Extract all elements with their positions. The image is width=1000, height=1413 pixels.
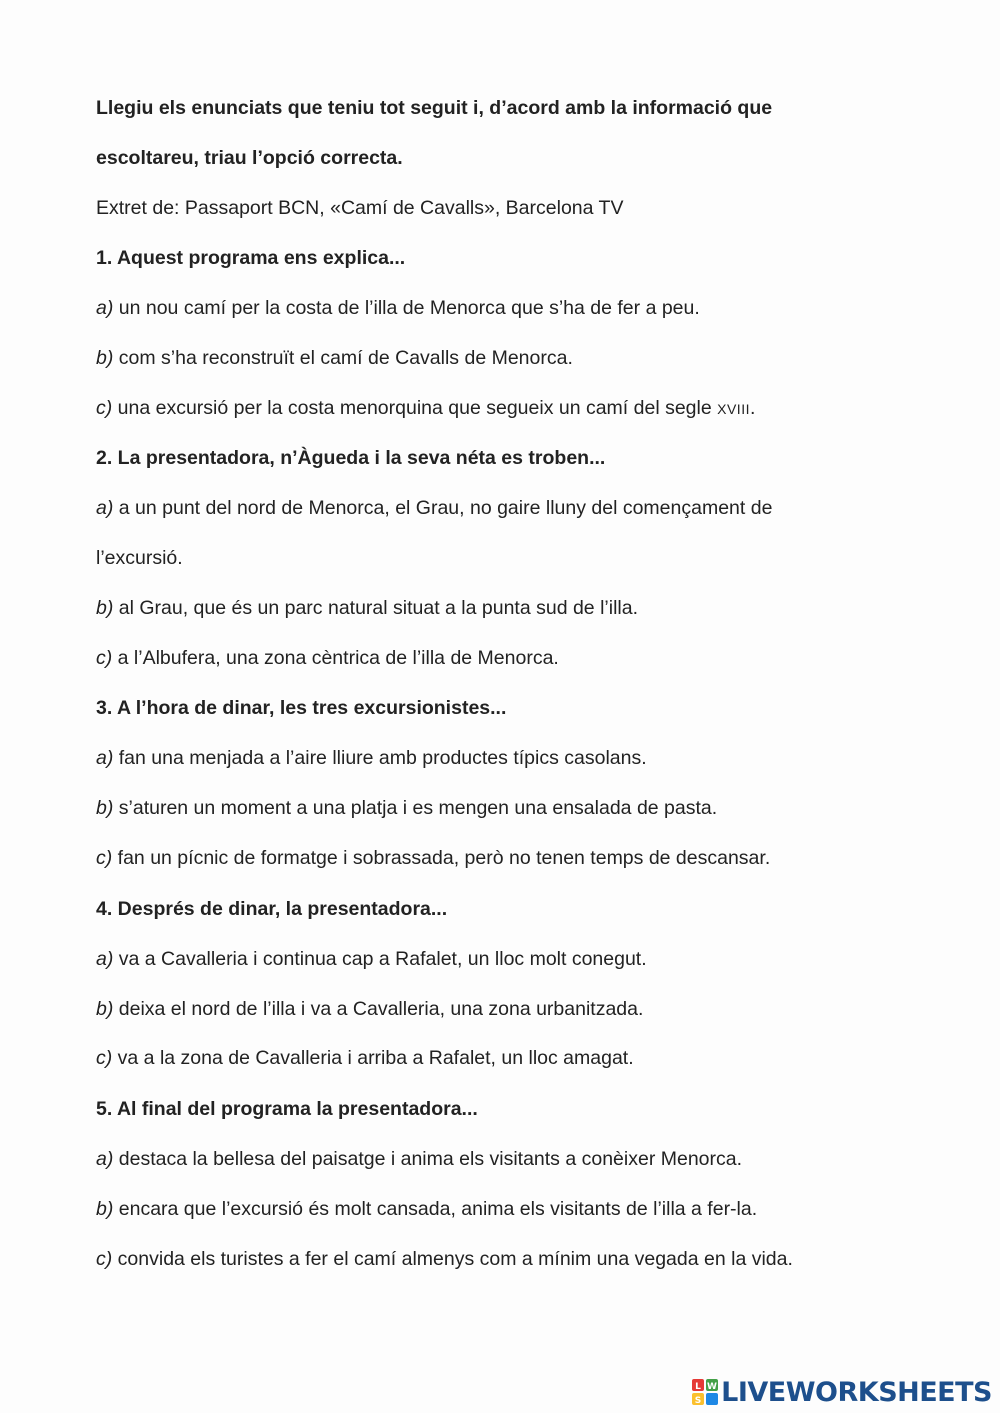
option-letter: b) bbox=[96, 797, 114, 819]
option-letter: b) bbox=[96, 347, 114, 369]
option-text: a l’Albufera, una zona cèntrica de l’illa de Menorca. bbox=[112, 647, 559, 669]
question-1-stem: 1. Aquest programa ens explica... bbox=[96, 247, 406, 269]
option-letter: a) bbox=[96, 297, 114, 319]
logo-letter-w: W bbox=[707, 1382, 718, 1392]
century-numeral: XVIII bbox=[717, 401, 750, 417]
option-text: va a la zona de Cavalleria i arriba a Rafalet, un lloc amagat. bbox=[112, 1047, 634, 1069]
option-text: una excursió per la costa menorquina que segueix un camí del segle bbox=[112, 397, 718, 419]
question-3-stem: 3. A l’hora de dinar, les tres excursionistes... bbox=[96, 697, 507, 719]
question-2-option-b[interactable] bbox=[96, 596, 956, 620]
option-text: un nou camí per la costa de l’illa de Menorca que s’ha de fer a peu. bbox=[113, 297, 700, 319]
option-letter: b) bbox=[96, 1198, 114, 1220]
option-letter: c) bbox=[96, 647, 113, 669]
option-text: fan una menjada a l’aire lliure amb productes típics casolans. bbox=[113, 747, 647, 769]
source-citation: Extret de: Passaport BCN, «Camí de Cavalls», Barcelona TV bbox=[96, 197, 624, 219]
logo-letter-l: L bbox=[695, 1382, 702, 1392]
question-2-option-a-continuation[interactable]: l’excursió. bbox=[96, 547, 183, 569]
question-4-option-c[interactable] bbox=[96, 1046, 956, 1070]
option-text: fan un pícnic de formatge i sobrassada, però no tenen temps de descansar. bbox=[112, 847, 771, 869]
question-3-option-b[interactable] bbox=[96, 796, 956, 820]
option-letter: b) bbox=[96, 998, 114, 1020]
brand-name: LIVEWORKSHEETS bbox=[721, 1376, 992, 1408]
question-5-option-a[interactable] bbox=[96, 1147, 956, 1171]
option-text: com s’ha reconstruït el camí de Cavalls de Menorca. bbox=[113, 347, 573, 369]
option-letter: c) bbox=[96, 847, 113, 869]
option-text: a un punt del nord de Menorca, el Grau, no gaire lluny del començament de bbox=[113, 497, 773, 519]
option-letter: a) bbox=[96, 948, 114, 970]
option-text: va a Cavalleria i continua cap a Rafalet, un lloc molt conegut. bbox=[113, 948, 647, 970]
instructions-line-2: escoltareu, triau l’opció correcta. bbox=[96, 147, 403, 169]
option-letter: a) bbox=[96, 497, 114, 519]
option-letter: c) bbox=[96, 1047, 113, 1069]
option-letter: c) bbox=[96, 1248, 113, 1270]
question-2-option-c[interactable] bbox=[96, 646, 956, 670]
option-end: . bbox=[749, 397, 756, 419]
question-5-option-c[interactable] bbox=[96, 1247, 956, 1271]
question-4-option-a[interactable] bbox=[96, 947, 956, 971]
question-4-stem: 4. Després de dinar, la presentadora... bbox=[96, 898, 448, 920]
option-letter: a) bbox=[96, 1148, 114, 1170]
option-text: deixa el nord de l’illa i va a Cavalleria, una zona urbanitzada. bbox=[113, 998, 644, 1020]
option-text: encara que l’excursió és molt cansada, anima els visitants de l’illa a fer-la. bbox=[113, 1198, 758, 1220]
question-5-option-b[interactable] bbox=[96, 1197, 956, 1221]
option-text: al Grau, que és un parc natural situat a la punta sud de l’illa. bbox=[113, 597, 638, 619]
option-letter: c) bbox=[96, 397, 113, 419]
option-letter: a) bbox=[96, 747, 114, 769]
liveworksheets-brand[interactable] bbox=[692, 1375, 992, 1409]
question-1-option-b[interactable] bbox=[96, 346, 956, 370]
question-3-option-a[interactable] bbox=[96, 746, 956, 770]
logo-letter-s: S bbox=[694, 1396, 702, 1405]
question-2-stem: 2. La presentadora, n’Àgueda i la seva néta es troben... bbox=[96, 447, 606, 469]
option-text: s’aturen un moment a una platja i es mengen una ensalada de pasta. bbox=[113, 797, 718, 819]
question-1-option-c[interactable] bbox=[96, 396, 956, 421]
question-4-option-b[interactable] bbox=[96, 997, 956, 1021]
instructions-line-1: Llegiu els enunciats que teniu tot seguit i, d’acord amb la informació que bbox=[96, 97, 773, 119]
option-text: destaca la bellesa del paisatge i anima els visitants a conèixer Menorca. bbox=[113, 1148, 743, 1170]
option-text: convida els turistes a fer el camí almenys com a mínim una vegada en la vida. bbox=[112, 1248, 793, 1270]
option-letter: b) bbox=[96, 597, 114, 619]
question-2-option-a[interactable] bbox=[96, 496, 956, 520]
liveworksheets-logo-icon bbox=[692, 1379, 718, 1405]
question-5-stem: 5. Al final del programa la presentadora... bbox=[96, 1098, 478, 1120]
question-1-option-a[interactable] bbox=[96, 296, 956, 320]
question-3-option-c[interactable] bbox=[96, 846, 956, 870]
